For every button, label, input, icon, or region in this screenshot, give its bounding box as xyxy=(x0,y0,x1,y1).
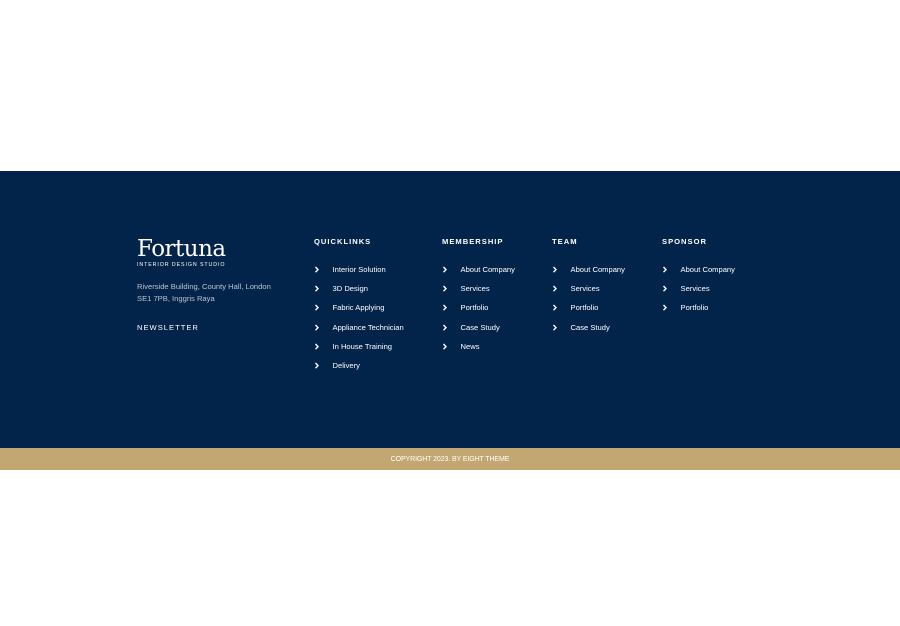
footer-link[interactable] xyxy=(442,265,515,284)
footer-column-sponsor xyxy=(662,237,735,323)
footer-link-label: Fabric Applying xyxy=(332,303,385,313)
link-list xyxy=(442,265,515,361)
column-heading: SPONSOR xyxy=(662,237,707,246)
footer-link[interactable] xyxy=(552,284,600,303)
chevron-right-icon xyxy=(552,265,558,275)
chevron-right-icon xyxy=(314,284,320,294)
chevron-right-icon xyxy=(314,323,320,333)
footer-link[interactable] xyxy=(552,303,599,322)
chevron-right-icon xyxy=(442,284,448,294)
chevron-right-icon xyxy=(314,342,320,352)
footer-link-label: Delivery xyxy=(332,360,360,370)
footer-link[interactable] xyxy=(662,303,707,322)
footer-link-label: Portfolio xyxy=(680,303,709,313)
footer-link-label: 3D Design xyxy=(332,284,368,294)
footer-link[interactable] xyxy=(442,323,503,342)
chevron-right-icon xyxy=(442,342,448,352)
footer-link[interactable] xyxy=(314,341,393,361)
footer-link[interactable] xyxy=(442,342,503,361)
address-line-2: SE1 7PB, Inggris Raya xyxy=(137,293,215,303)
logo-wordmark[interactable]: Fortuna xyxy=(137,236,226,262)
footer-link-label: Appliance Technician xyxy=(332,322,404,332)
footer-column-team xyxy=(552,237,625,342)
footer-link-label: About Company xyxy=(570,265,625,274)
newsletter-heading: NEWSLETTER xyxy=(137,323,199,332)
address-line-1: Riverside Building, County Hall, London xyxy=(137,282,271,291)
footer-link-label: Case Study xyxy=(570,322,610,332)
chevron-right-icon xyxy=(442,323,448,333)
footer-link-label: Services xyxy=(460,284,490,294)
column-heading: QUICKLINKS xyxy=(314,237,372,246)
link-list xyxy=(314,265,404,380)
footer-link[interactable] xyxy=(442,303,503,322)
footer-link[interactable] xyxy=(314,284,371,303)
chevron-right-icon xyxy=(552,323,558,333)
chevron-right-icon xyxy=(552,284,558,294)
footer-column-membership xyxy=(442,237,515,361)
footer-link-label: Case Study xyxy=(460,322,500,332)
chevron-right-icon xyxy=(314,303,320,313)
footer-link-label: About Company xyxy=(460,265,515,274)
footer-link-label: Interior Solution xyxy=(332,265,386,274)
column-heading: TEAM xyxy=(552,237,578,246)
footer-link-label: Portfolio xyxy=(460,303,489,313)
footer-link-label: Portfolio xyxy=(570,303,599,313)
chevron-right-icon xyxy=(314,361,320,371)
footer-link-label: In House Training xyxy=(332,341,393,351)
footer-link-label: Services xyxy=(570,284,600,294)
footer-link-label: About Company xyxy=(680,265,735,274)
footer-brand[interactable] xyxy=(137,237,297,268)
chevron-right-icon xyxy=(442,265,448,275)
footer-link[interactable] xyxy=(314,265,386,284)
footer-link[interactable] xyxy=(552,265,625,284)
copyright-text: COPYRIGHT 2023. BY EIGHT THEME xyxy=(390,456,510,463)
logo-tagline: INTERIOR DESIGN STUDIO xyxy=(137,262,226,268)
footer-link-label: Services xyxy=(680,284,710,294)
footer-link[interactable] xyxy=(314,322,404,342)
chevron-right-icon xyxy=(662,284,668,294)
footer-address xyxy=(137,281,297,304)
footer-link[interactable] xyxy=(662,265,735,284)
site-footer xyxy=(0,171,900,448)
column-heading: MEMBERSHIP xyxy=(442,237,504,246)
footer-link[interactable] xyxy=(662,284,710,303)
footer-link-label: News xyxy=(460,341,480,351)
footer-link[interactable] xyxy=(314,303,385,322)
chevron-right-icon xyxy=(662,303,668,313)
footer-link[interactable] xyxy=(442,284,503,303)
footer-column-quicklinks xyxy=(314,237,404,380)
link-list xyxy=(552,265,625,342)
copyright-bar xyxy=(0,448,900,470)
chevron-right-icon xyxy=(314,265,320,275)
link-list xyxy=(662,265,735,323)
chevron-right-icon xyxy=(552,303,558,313)
chevron-right-icon xyxy=(442,303,448,313)
footer-link[interactable] xyxy=(314,361,371,380)
chevron-right-icon xyxy=(662,265,668,275)
footer-link[interactable] xyxy=(552,322,610,342)
